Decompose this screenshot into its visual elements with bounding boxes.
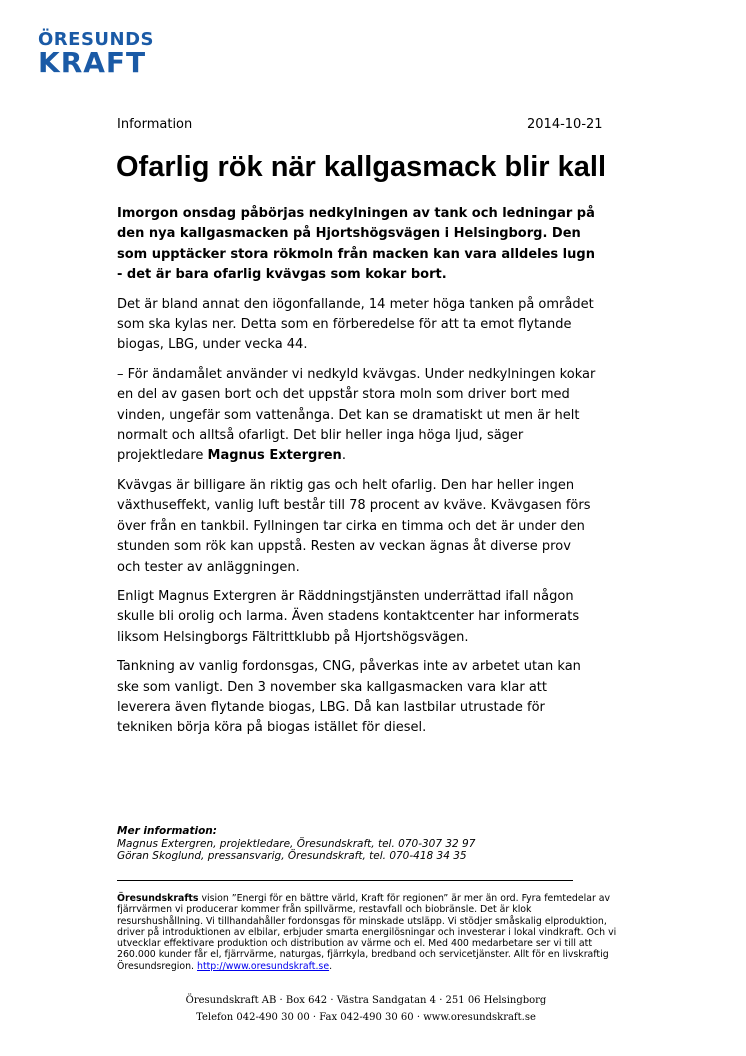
page-footer bbox=[116, 992, 616, 1026]
more-info-section bbox=[117, 825, 597, 863]
article-body bbox=[117, 204, 597, 748]
website-link[interactable]: http://www.oresundskraft.se bbox=[197, 960, 330, 972]
paragraph-3: Kvävgas är billigare än riktig gas och helt ofarlig. Den har heller ingen växthuseffekt, vanlig luft består till 78 procent av kväve. Kvävgasen förs över från en tankbil. Fyllningen tar cirka en timma och det är under den stunden som rök kan uppstå. Resten av veckan ägnas åt diverse prov och tester av anläggningen. bbox=[117, 477, 591, 575]
paragraph-2 bbox=[117, 365, 597, 467]
vision-text: vision ”Energi för en bättre värld, Kraft för regionen” är mer än ord. Fyra femtedelar av fjärrvärmen vi producerar kommer från spillvärme, restavfall och biobränsle. Det är klok resurshushållning. Vi tillhandahåller fordonsgas för minskade utsläpp. Vi stödjer småskalig elproduktion, driver på introduktionen av elbilar, erbjuder smarta energilösningar och investerar i lokal vindkraft. Och vi utvecklar effektivare produktion och distribution av värme och el. Med 400 medarbetare ser vi till att 260.000 kunder får el, fjärrvärme, naturgas, fjärrkyla, bredband och servicetjänster. Allt för en livskraftig Öresundsregion. bbox=[117, 893, 617, 972]
footer-contact: Telefon 042-490 30 00 · Fax 042-490 30 60 · www.oresundskraft.se bbox=[196, 1012, 536, 1023]
more-info-heading: Mer information: bbox=[117, 825, 217, 837]
logo-line-1: ÖRESUNDS bbox=[38, 29, 155, 50]
document-date: 2014-10-21 bbox=[527, 117, 603, 132]
paragraph-4: Enligt Magnus Extergren är Räddningstjänsten underrättad ifall någon skulle bli orolig och larma. Även stadens kontaktcenter har informerats liksom Helsingborgs Fältrittklubb på Hjortshögsvägen. bbox=[117, 588, 580, 645]
vision-brand: Öresundskrafts bbox=[117, 893, 199, 904]
contact-line-2: Göran Skoglund, pressansvarig, Öresundskraft, tel. 070-418 34 35 bbox=[117, 850, 467, 862]
paragraph-5: Tankning av vanlig fordonsgas, CNG, påverkas inte av arbetet utan kan ske som vanligt. Den 3 november ska kallgasmacken vara klar att leverera även flytande biogas, LBG. Då kan lastbilar utrustade för tekniken börja köra på biogas istället för diesel. bbox=[117, 659, 581, 736]
project-leader-name: Magnus Extergren bbox=[207, 448, 342, 464]
paragraph-2-text: – För ändamålet använder vi nedkyld kvävgas. Under nedkylningen kokar en del av gasen bort och det uppstår stora moln som driver bort med vinden, ungefär som vattenånga. Det kan se dramatiskt ut men är helt normalt och alltså ofarligt. Det blir heller inga höga ljud, säger projektledare bbox=[117, 366, 596, 464]
company-logo bbox=[38, 29, 168, 79]
vision-end: . bbox=[329, 960, 333, 972]
company-vision bbox=[117, 893, 617, 972]
contact-line-1: Magnus Extergren, projektledare, Öresundskraft, tel. 070-307 32 97 bbox=[117, 837, 476, 850]
divider bbox=[117, 880, 573, 881]
lead-paragraph: Imorgon onsdag påbörjas nedkylningen av tank och ledningar på den nya kallgasmacken på Hjortshögsvägen i Helsingborg. Den som upptäcker stora rökmoln från macken kan vara alldeles lugn - det är bara ofarlig kvävgas som kokar bort. bbox=[117, 206, 595, 283]
logo-line-2: KRAFT bbox=[38, 46, 147, 79]
paragraph-1: Det är bland annat den iögonfallande, 14 meter höga tanken på området som ska kylas ner. Detta som en förberedelse för att ta emot flytande biogas, LBG, under vecka 44. bbox=[117, 296, 594, 353]
paragraph-2-end: . bbox=[341, 448, 346, 464]
document-category: Information bbox=[117, 117, 193, 132]
footer-address: Öresundskraft AB · Box 642 · Västra Sandgatan 4 · 251 06 Helsingborg bbox=[185, 995, 547, 1006]
page-title: Ofarlig rök när kallgasmack blir kall bbox=[116, 151, 606, 183]
